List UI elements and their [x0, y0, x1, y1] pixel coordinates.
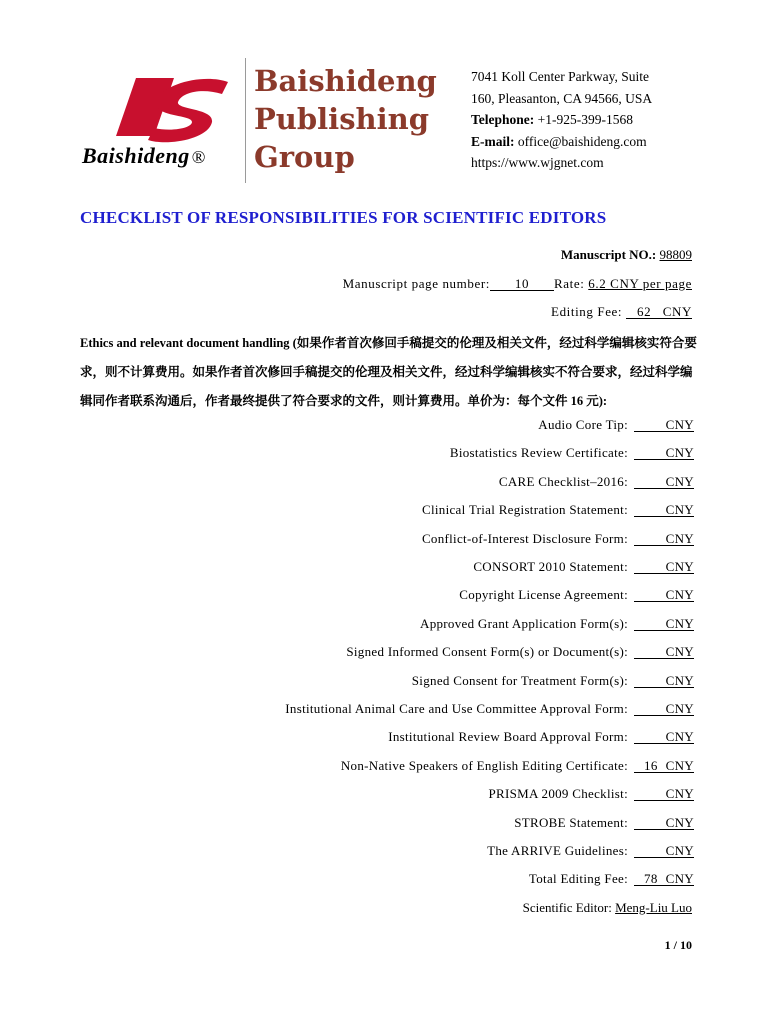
fee-label: Signed Informed Consent Form(s) or Document(s): [346, 644, 628, 660]
fee-amount-field [634, 872, 694, 886]
fee-value: 16 [644, 757, 658, 773]
fee-label: Conflict-of-Interest Disclosure Form: [421, 530, 628, 546]
brand-name [254, 62, 437, 176]
fee-label: CARE Checklist–2016: [498, 473, 628, 489]
fee-unit: CNY [665, 729, 694, 745]
fee-row [200, 559, 694, 575]
fee-label: Audio Core Tip: [538, 417, 628, 432]
fee-row [200, 445, 694, 461]
page-number: 1 / 10 [664, 938, 692, 952]
fee-row [200, 815, 694, 831]
fee-label: Institutional Review Board Approval Form: [388, 729, 628, 745]
fee-label: The ARRIVE Guidelines: [487, 843, 628, 858]
contact-block [471, 66, 652, 174]
fee-label: Approved Grant Application Form(s): [420, 615, 628, 631]
manuscript-page-line [343, 276, 692, 292]
fee-value [658, 673, 666, 688]
fee-row [200, 701, 694, 717]
fee-unit: CNY [665, 786, 694, 802]
manuscript-page-label: Manuscript page number: [342, 276, 490, 291]
telephone-value: +1-925-399-1568 [537, 112, 633, 127]
fee-unit: CNY [665, 530, 694, 546]
fee-value [658, 616, 666, 631]
manuscript-no-label: Manuscript NO.: [560, 247, 657, 262]
manuscript-no-line [561, 247, 692, 263]
fee-label: STROBE Statement: [514, 814, 628, 830]
fee-amount-field [634, 560, 694, 574]
fee-unit: CNY [665, 417, 694, 432]
rate-label: Rate: [553, 276, 585, 291]
fee-amount-field [634, 787, 694, 801]
address-line-2: 160, Pleasanton, CA 94566, USA [471, 90, 653, 106]
fee-amount-field [634, 674, 694, 688]
email-link[interactable]: office@baishideng.com [517, 133, 647, 149]
manuscript-no-value: 98809 [659, 247, 692, 262]
editing-fee-unit: CNY [662, 304, 692, 319]
fee-unit: CNY [665, 587, 694, 603]
fee-unit: CNY [665, 615, 694, 631]
editing-fee-value: 62 [636, 304, 652, 319]
page-title: CHECKLIST OF RESPONSIBILITIES FOR SCIENTIFIC EDITORS [80, 208, 607, 227]
editing-fee-label: Editing Fee: [551, 304, 623, 319]
header-divider [245, 58, 246, 183]
fee-amount-field [634, 588, 694, 602]
fee-label: CONSORT 2010 Statement: [473, 559, 628, 574]
fee-label: Total Editing Fee: [528, 871, 628, 887]
fee-label: PRISMA 2009 Checklist: [488, 786, 628, 802]
fee-value [658, 843, 666, 858]
fee-row [200, 474, 694, 490]
fee-unit: CNY [665, 843, 694, 858]
fee-unit: CNY [665, 814, 694, 830]
fee-amount-field [634, 503, 694, 517]
registered-mark: ® [191, 147, 206, 167]
baishideng-logo-icon [96, 70, 236, 150]
fee-value [658, 644, 666, 659]
brand-line-1: Baishideng [254, 64, 437, 98]
fee-row [200, 729, 694, 745]
fee-label: Signed Consent for Treatment Form(s): [411, 672, 628, 688]
telephone-line [471, 109, 652, 131]
scientific-editor-line [523, 900, 692, 916]
fee-label: Clinical Trial Registration Statement: [421, 502, 628, 518]
brand-line-2: Publishing [254, 102, 429, 136]
fee-amount-field [634, 702, 694, 716]
fee-value [658, 474, 666, 489]
fee-amount-field [634, 475, 694, 489]
fee-value [658, 786, 666, 801]
fee-row [200, 871, 694, 887]
fee-value [658, 531, 666, 546]
fee-unit: CNY [665, 672, 694, 688]
email-line [471, 131, 652, 153]
fee-row [200, 531, 694, 547]
email-label: E-mail: [471, 133, 515, 149]
rate-value: 6.2 CNY per page [588, 276, 692, 291]
fee-value [658, 445, 666, 460]
fee-label: Biostatistics Review Certificate: [449, 445, 628, 461]
fee-amount-field [634, 418, 694, 432]
scientific-editor-label: Scientific Editor: [522, 900, 612, 915]
fee-row [200, 673, 694, 689]
fee-unit: CNY [665, 701, 694, 716]
fee-unit: CNY [665, 871, 694, 887]
fee-amount-field [634, 844, 694, 858]
fee-row [200, 786, 694, 802]
editing-fee-line [551, 304, 692, 320]
telephone-label: Telephone: [471, 112, 535, 127]
fee-amount-field [634, 730, 694, 744]
fee-unit: CNY [665, 757, 694, 773]
brand-line-3: Group [254, 140, 355, 174]
fee-value [658, 815, 666, 830]
fee-unit: CNY [665, 445, 694, 461]
manuscript-page-value: 10 [490, 277, 554, 291]
fee-amount-field [634, 446, 694, 460]
fee-unit: CNY [665, 644, 694, 660]
fee-label: Non-Native Speakers of English Editing Certificate: [340, 757, 628, 773]
fee-row [200, 758, 694, 774]
fee-value: 78 [644, 871, 658, 887]
fee-unit: CNY [665, 473, 694, 489]
fee-unit: CNY [665, 559, 694, 574]
fee-row [200, 502, 694, 518]
logo-wordmark [82, 143, 206, 169]
address-line-1: 7041 Koll Center Parkway, Suite [471, 69, 649, 84]
fee-row [200, 417, 694, 433]
fee-row [200, 644, 694, 660]
ethics-paragraph: Ethics and relevant document handling (如果作者首次修回手稿提交的伦理及相关文件，经过科学编辑核实符合要求，则不计算费用。如果作者首次修回手稿提交的伦理及相关文件，经过科学编辑核实不符合要求，经过科学编辑同作者联系沟通后，作者最终提供了符合要求的文件，则计算费用。单价为：每个文件 16 元): [80, 336, 697, 408]
logo-wordmark-text: Baishideng [82, 143, 190, 168]
fee-label: Institutional Animal Care and Use Committee Approval Form: [285, 701, 628, 716]
fee-value [658, 587, 666, 602]
fee-amount-field [634, 759, 694, 773]
fee-value [658, 417, 666, 432]
fee-amount-field [634, 816, 694, 830]
fee-row [200, 587, 694, 603]
fee-value [658, 502, 666, 517]
fee-label: Copyright License Agreement: [459, 587, 628, 603]
scientific-editor-name: Meng-Liu Luo [615, 900, 692, 915]
fee-value [658, 729, 666, 744]
fee-unit: CNY [665, 502, 694, 518]
fee-row [200, 843, 694, 859]
fee-amount-field [634, 645, 694, 659]
editing-fee-amount [626, 305, 692, 319]
website-link[interactable]: https://www.wjgnet.com [471, 155, 604, 170]
fee-row [200, 616, 694, 632]
fee-value [658, 559, 666, 574]
fee-amount-field [634, 532, 694, 546]
fee-amount-field [634, 617, 694, 631]
fee-value [658, 701, 666, 716]
